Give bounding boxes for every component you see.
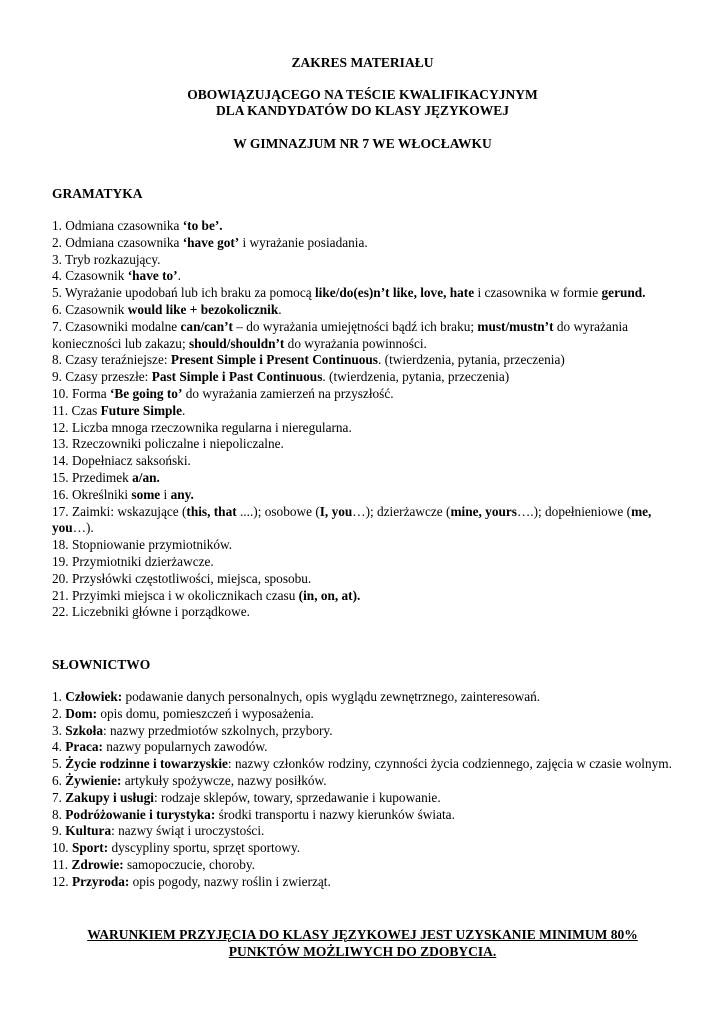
list-item [52,571,682,588]
list-item [52,756,682,773]
list-item-text: …). [72,520,94,536]
list-item-text: 7. Czasowniki modalne [52,318,181,334]
list-item-bold-text: Człowiek: [65,689,123,704]
list-item [52,504,682,538]
list-item-bold-text: some [131,486,161,502]
list-item-bold-text: ‘to be’. [182,218,223,233]
list-item-text: 11. [52,856,72,872]
list-item-text: 2. Odmiana czasownika [52,234,183,250]
list-item-text: 4. Czasownik [52,268,128,284]
list-item [52,319,682,353]
list-item-text: środki transportu i nazwy kierunków świata. [215,806,455,822]
list-item-text: . [182,402,186,418]
list-item-bold-text: ‘have got’ [182,234,240,250]
list-item-text: . [177,268,181,284]
admission-requirement-line-2: PUNKTÓW MOŻLIWYCH DO ZDOBYCIA. [228,944,497,959]
list-item-text: 2. [52,705,66,721]
list-item-text: 12. [52,873,72,889]
document-title: ZAKRES MATERIAŁU [291,55,434,70]
list-item [52,403,682,420]
list-item-bold-text: should/shouldn’t [188,335,285,351]
list-item-text: 8. Czasy teraźniejsze: [52,352,171,368]
list-item-bold-text: Praca: [65,739,103,755]
list-item [52,823,682,840]
list-item [52,302,682,319]
list-item-bold-text: can/can’t [180,318,233,334]
list-item-bold-text: this, that [186,503,237,519]
list-item [52,874,682,891]
list-item-bold-text: (in, on, at). [298,587,361,603]
list-item [52,252,682,269]
vocabulary-list [52,689,682,891]
list-item [52,218,682,235]
list-item-text: 7. [52,789,66,805]
school-name: W GIMNAZJUM NR 7 WE WŁOCŁAWKU [233,136,492,151]
list-item-text: i czasownika w formie [474,285,602,301]
list-item-text: 1. Odmiana czasownika [52,218,183,233]
list-item [52,773,682,790]
list-item [52,723,682,740]
list-item-text: artykuły spożywcze, nazwy posiłków. [121,772,327,788]
list-item-text: dyscypliny sportu, sprzęt sportowy. [108,840,301,856]
list-item-text: . (twierdzenia, pytania, przeczenia) [322,369,510,385]
list-item-text: ....); osobowe ( [236,503,320,519]
list-item-text: 14. Dopełniacz saksoński. [52,453,191,469]
list-item-text: samopoczucie, choroby. [123,856,255,872]
list-item [52,790,682,807]
list-item-text: i wyrażanie posiadania. [239,234,368,250]
list-item-text: 6. Czasownik [52,301,128,317]
list-item-text: 5. Wyrażanie upodobań lub ich braku za pomocą [52,285,315,301]
list-item [52,857,682,874]
list-item-text: : nazwy świąt i uroczystości. [111,823,265,839]
list-item-text: 13. Rzeczowniki policzalne i niepoliczalne. [52,436,284,452]
list-item-bold-text: me, you [52,503,652,536]
list-item-bold-text: Dom: [65,705,98,721]
list-item-text: 21. Przyimki miejsca i w okolicznikach czasu [52,587,299,603]
list-item [52,352,682,369]
list-item [52,689,682,706]
list-item [52,386,682,403]
list-item-text: 22. Liczebniki główne i porządkowe. [52,604,250,620]
list-item [52,537,682,554]
list-item-text: 5. [52,756,66,772]
admission-requirement-note [30,926,695,960]
list-item-bold-text: Past Simple i Past Continuous [151,369,323,385]
list-item-text: i [160,486,171,502]
list-item [52,588,682,605]
list-item-bold-text: must/mustn’t [477,318,554,334]
list-item-bold-text: Żywienie: [65,772,122,788]
list-item-text: 4. [52,739,66,755]
list-item-text: podawanie danych personalnych, opis wyglądu zewnętrznego, zainteresowań. [122,689,541,704]
list-item [52,840,682,857]
list-item-text: . (twierdzenia, pytania, przeczenia) [378,352,565,368]
list-item-bold-text: ‘have to’ [127,268,178,284]
list-item-text: do wyrażania zamierzeń na przyszłość. [182,385,394,401]
list-item [52,235,682,252]
list-item-text: 15. Przedimek [52,469,133,485]
list-item-bold-text: Present Simple i Present Continuous [170,352,378,368]
list-item [52,487,682,504]
list-item-text: 20. Przysłówki częstotliwości, miejsca, sposobu. [52,570,312,586]
list-item-text: 3. [52,722,66,738]
list-item-bold-text: would like + bezokolicznik [127,301,279,317]
list-item [52,369,682,386]
list-item-text: 19. Przymiotniki dzierżawcze. [52,553,214,569]
list-item-bold-text: a/an. [132,469,160,485]
list-item-text: ….); dopełnieniowe ( [516,503,632,519]
list-item-text: …); dzierżawcze ( [352,503,451,519]
list-item-bold-text: mine, yours [450,503,517,519]
list-item-text: 18. Stopniowanie przymiotników. [52,537,233,553]
list-item [52,436,682,453]
list-item-bold-text: Przyroda: [71,873,130,889]
list-item [52,739,682,756]
list-item-text: 12. Liczba mnoga rzeczownika regularna i nieregularna. [52,419,352,435]
list-item-bold-text: ‘Be going to’ [110,385,183,401]
list-item-bold-text: Życie rodzinne i towarzyskie [65,756,228,772]
list-item [52,604,682,621]
list-item-text: do wyrażania powinności. [284,335,427,351]
list-item-text: do wyrażania konieczności lub zakazu; [52,318,629,351]
list-item-text: 9. [52,823,66,839]
list-item-text: 1. [52,689,66,704]
list-item-text: : nazwy członków rodziny, czynności życia codziennego, zajęcia w czasie wolnym. [227,756,672,772]
list-item-text: 10. Forma [52,385,110,401]
list-item-text: : nazwy przedmiotów szkolnych, przybory. [102,722,333,738]
grammar-heading: GRAMATYKA [52,186,143,201]
list-item-text: opis domu, pomieszczeń i wyposażenia. [97,705,314,721]
list-item-text: 3. Tryb rozkazujący. [52,251,161,267]
list-item-text: opis pogody, nazwy roślin i zwierząt. [129,873,331,889]
list-item [52,807,682,824]
list-item-text: 8. [52,806,66,822]
list-item [52,268,682,285]
grammar-list [52,218,682,621]
list-item-bold-text: like/do(es)n’t like, love, hate [314,285,475,301]
list-item-text: 10. [52,840,72,856]
list-item [52,706,682,723]
list-item-bold-text: Future Simple [100,402,183,418]
document-subtitle-line-2: DLA KANDYDATÓW DO KLASY JĘZYKOWEJ [215,103,510,118]
list-item-bold-text: Kultura [65,823,112,839]
list-item [52,285,682,302]
list-item-text: – do wyrażania umiejętności bądź ich braku; [232,318,478,334]
list-item-text: 6. [52,772,66,788]
list-item [52,420,682,437]
list-item-text: 17. Zaimki: wskazujące ( [52,503,187,519]
list-item-bold-text: any. [170,486,194,502]
list-item-bold-text: gerund. [601,285,646,301]
list-item-bold-text: Podróżowanie i turystyka: [65,806,216,822]
list-item-bold-text: Zdrowie: [71,856,124,872]
list-item-text: . [278,301,282,317]
list-item-bold-text: I, you [319,503,353,519]
list-item [52,470,682,487]
admission-requirement-line-1: WARUNKIEM PRZYJĘCIA DO KLASY JĘZYKOWEJ JEST UZYSKANIE MINIMUM 80% [87,927,638,942]
list-item-text: : rodzaje sklepów, towary, sprzedawanie i kupowanie. [154,789,441,805]
list-item [52,453,682,470]
list-item-bold-text: Sport: [71,840,109,856]
list-item-bold-text: Zakupy i usługi [65,789,154,805]
list-item-text: nazwy popularnych zawodów. [102,739,268,755]
vocabulary-heading: SŁOWNICTWO [52,657,151,672]
list-item-bold-text: Szkoła [65,722,103,738]
list-item [52,554,682,571]
list-item-text: 9. Czasy przeszłe: [52,369,152,385]
list-item-text: 16. Określniki [52,486,132,502]
document-subtitle-line-1: OBOWIĄZUJĄCEGO NA TEŚCIE KWALIFIKACYJNYM [187,87,538,102]
list-item-text: 11. Czas [52,402,101,418]
